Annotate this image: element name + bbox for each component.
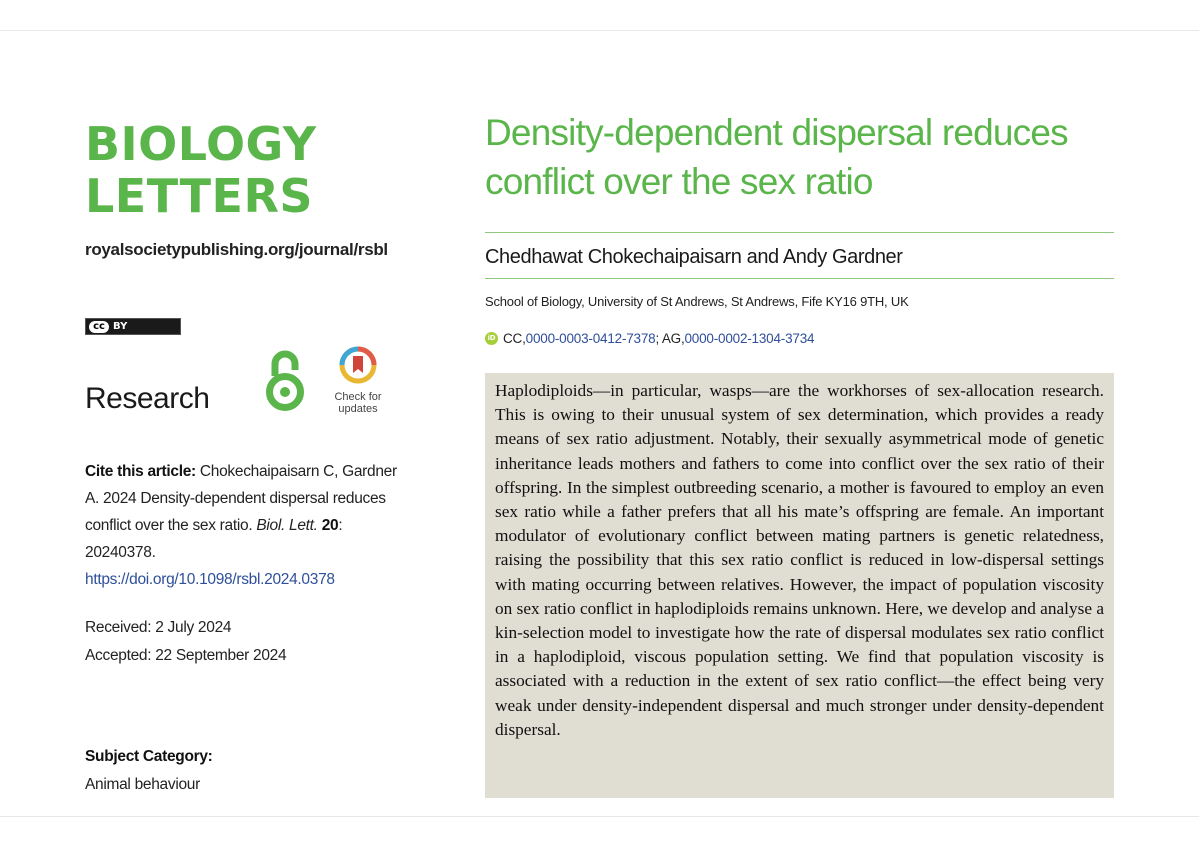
citation-article-no: : 20240378. — [85, 517, 343, 561]
cc-icon: cc — [89, 321, 109, 333]
subject-value: Animal behaviour — [85, 776, 200, 793]
citation-label: Cite this article: — [85, 463, 196, 480]
check-updates-icon — [339, 346, 377, 384]
check-for-updates-badge[interactable] — [328, 346, 388, 415]
divider — [485, 232, 1114, 233]
journal-name-line2: LETTERS — [85, 169, 314, 223]
abstract-box — [485, 373, 1114, 798]
check-updates-line1: Check for — [334, 391, 382, 403]
affiliation: School of Biology, University of St Andrews, St Andrews, Fife KY16 9TH, UK — [485, 294, 909, 309]
citation-volume: 20 — [321, 517, 339, 534]
article-title: Density-dependent dispersal reduces conflict over the sex ratio — [485, 112, 1068, 202]
authors: Chedhawat Chokechaipaisarn and Andy Gardner — [485, 246, 903, 268]
journal-logo[interactable] — [85, 118, 317, 222]
dates-block — [85, 614, 286, 670]
received-date: Received: 2 July 2024 — [85, 619, 232, 636]
subject-heading: Subject Category: — [85, 748, 213, 765]
check-updates-line2: updates — [338, 403, 378, 415]
journal-name-line1: BIOLOGY — [85, 117, 317, 171]
orcid-icon: iD — [485, 332, 498, 345]
journal-url[interactable]: royalsocietypublishing.org/journal/rsbl — [85, 240, 388, 259]
orcid-ag-link[interactable]: 0000-0002-1304-3734 — [684, 331, 815, 346]
citation-text: Chokechaipaisarn C, Gardner A. 2024 Density-dependent dispersal reduces conflict over the sex ratio. — [85, 463, 397, 534]
orcid-cc-link[interactable]: 0000-0003-0412-7378 — [525, 331, 656, 346]
section-label: Research — [85, 382, 210, 415]
abstract-text: Haplodiploids—in particular, wasps—are the workhorses of sex-allocation research. This is owing to their unusual system of sex determination, which provides a ready means of sex ratio adjustment. Notably, their sexually asymmetrical mode of genetic inheritance leads mothers and fathers to come into conflict over the sex ratio of their offspring. In the simplest outbreeding scenario, a mother is favoured to employ an even sex ratio while a father prefers that all his mate’s offspring are female. An important modulator of evolutionary conflict between mating partners is genetic relatedness, raising the possibility that this sex ratio conflict is reduced in low-dispersal settings with mating occurring between relatives. However, the impact of population viscosity on sex ratio conflict in haplodiploids remains unknown. Here, we develop and analyse a kin-selection model to investigate how the rate of dispersal modulates sex ratio conflict in a haplodiploid, viscous population setting. We find that population viscosity is associated with a reduction in the extent of sex ratio conflict—the effect being very weak under density-independent dispersal and much stronger under density-dependent dispersal. — [495, 381, 1104, 739]
orcid-cc-label: CC, — [503, 331, 526, 346]
open-access-icon[interactable] — [262, 348, 308, 419]
orcid-ag-label: ; AG, — [655, 331, 685, 346]
doi-link[interactable]: https://doi.org/10.1098/rsbl.2024.0378 — [85, 571, 335, 588]
subject-category — [85, 743, 213, 799]
orcid-line — [485, 331, 814, 346]
by-label: BY — [113, 321, 128, 332]
cc-by-license-badge[interactable] — [85, 318, 181, 335]
accepted-date: Accepted: 22 September 2024 — [85, 647, 287, 664]
citation-journal: Biol. Lett. — [256, 517, 318, 534]
divider — [485, 278, 1114, 279]
citation-block — [85, 458, 405, 593]
